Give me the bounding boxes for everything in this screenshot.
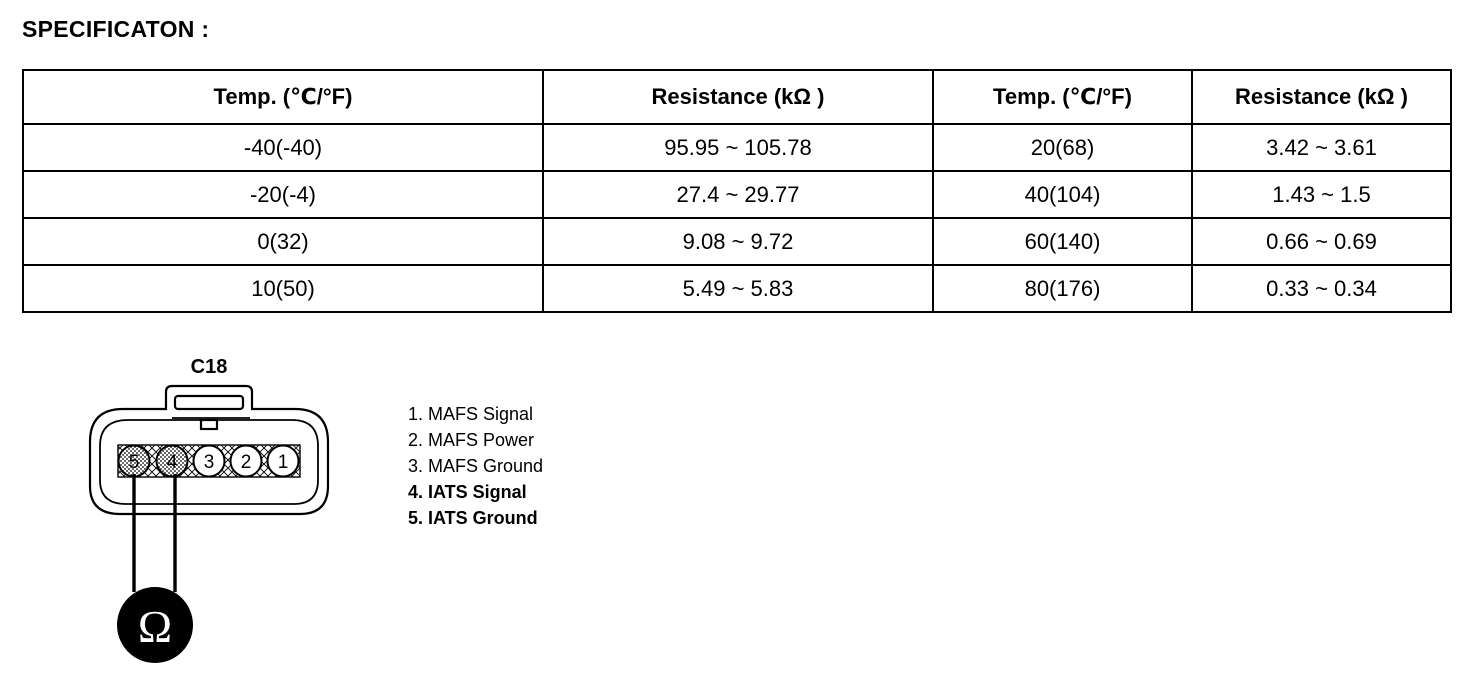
pin-number: 1 (277, 452, 289, 473)
pin-number: 5 (128, 452, 140, 473)
table-cell: 0.66 ~ 0.69 (1192, 218, 1451, 265)
legend-item: 5. IATS Ground (408, 508, 538, 528)
legend-item: 2. MAFS Power (408, 430, 535, 450)
connector-diagram (0, 0, 600, 696)
pin-number: 2 (240, 452, 252, 473)
page-title: SPECIFICATON : (22, 16, 210, 42)
column-header-resistance: Resistance (kΩ ) (1192, 70, 1451, 124)
connector-pin (157, 446, 188, 477)
column-header-resistance: Resistance (kΩ ) (543, 70, 933, 124)
table-cell: 9.08 ~ 9.72 (543, 218, 933, 265)
test-lead (134, 474, 175, 592)
connector-pin (231, 446, 262, 477)
ohm-symbol: Ω (137, 601, 173, 652)
table-cell: 3.42 ~ 3.61 (1192, 124, 1451, 171)
connector-pin (268, 446, 299, 477)
ohmmeter-icon (117, 587, 193, 663)
pin-legend (408, 401, 543, 531)
table-cell: -40(-40) (23, 124, 543, 171)
table-cell: 0.33 ~ 0.34 (1192, 265, 1451, 312)
legend-item: 4. IATS Signal (408, 482, 527, 502)
table-cell: -20(-4) (23, 171, 543, 218)
table-cell: 60(140) (933, 218, 1192, 265)
table-cell: 40(104) (933, 171, 1192, 218)
table-cell: 27.4 ~ 29.77 (543, 171, 933, 218)
table-cell: 1.43 ~ 1.5 (1192, 171, 1451, 218)
table-cell: 80(176) (933, 265, 1192, 312)
column-header-temp: Temp. (℃/°F) (23, 70, 543, 124)
table-cell: 5.49 ~ 5.83 (543, 265, 933, 312)
table-cell: 0(32) (23, 218, 543, 265)
table-cell: 10(50) (23, 265, 543, 312)
legend-item: 1. MAFS Signal (408, 404, 534, 424)
connector-pin (119, 446, 150, 477)
pin-number: 4 (166, 452, 178, 473)
column-header-temp: Temp. (℃/°F) (933, 70, 1192, 124)
table-cell: 95.95 ~ 105.78 (543, 124, 933, 171)
pin-number: 3 (203, 452, 215, 473)
legend-item: 3. MAFS Ground (408, 456, 544, 476)
connector-label: C18 (190, 356, 228, 378)
connector-pin (194, 446, 225, 477)
table-cell: 20(68) (933, 124, 1192, 171)
